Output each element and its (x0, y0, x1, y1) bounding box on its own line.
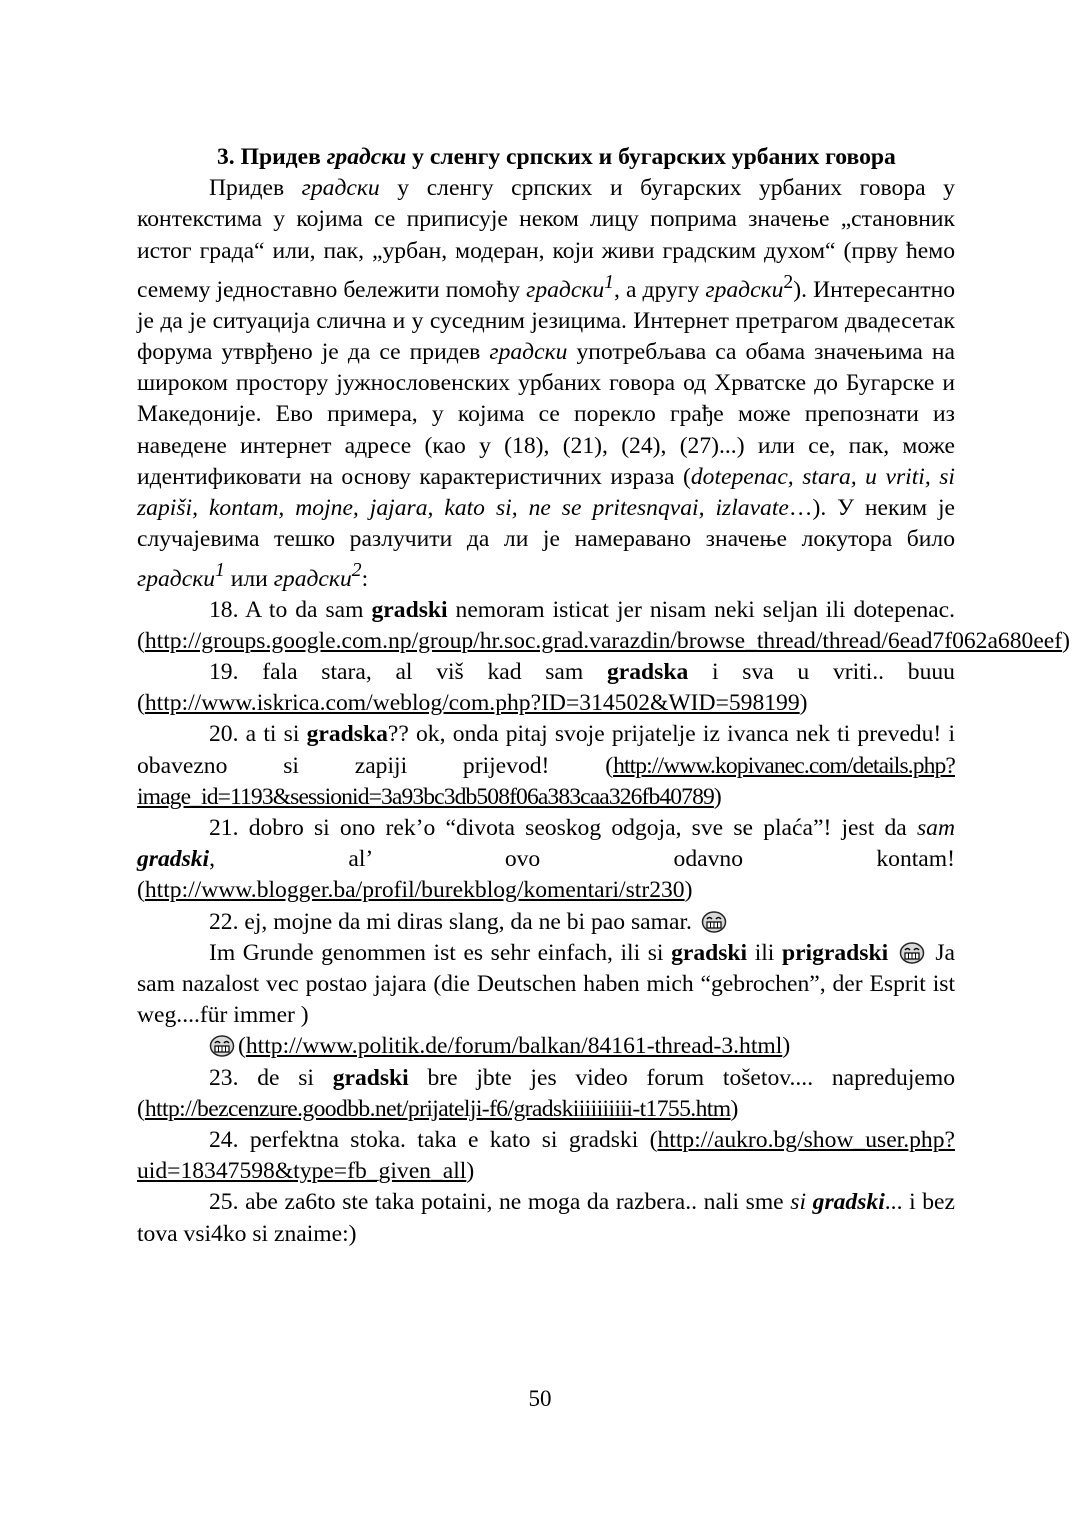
example-link[interactable]: http://www.kopivanec.com/details.php?image_id=1193&sessionid=3a93bc3db508f06a383caa326fb40789 (137, 752, 955, 810)
laughing-smiley-icon (209, 1035, 235, 1057)
example-bold: prigradski (781, 939, 889, 966)
intro-italic: градски (526, 276, 605, 303)
heading-rest: у сленгу српских и бугарских урбаних говора (406, 144, 896, 170)
laughing-smiley-icon (701, 911, 727, 933)
heading-number: 3. Придев (217, 144, 327, 170)
example-text: i sva u vriti.. buuu ( (137, 658, 955, 717)
example-text: nemoram isticat jer nisam neki seljan ili dotepenac. ( (137, 596, 955, 654)
example-link[interactable]: http://www.politik.de/forum/balkan/84161-thread-3.html (245, 1033, 783, 1060)
example-link[interactable]: http://aukro.bg/show_user.php?uid=18347598&type=fb_given_all (137, 1127, 955, 1185)
example-text: 25. abe za6to ste taka potaini, ne moga da razbera.. nali sme (209, 1189, 791, 1216)
example-20 (137, 719, 955, 813)
example-italic: sam (916, 814, 955, 841)
intro-text: у сленгу српских и бугарских урбаних говора у контекстима у којима се приписује неком лицу поприма значење „становник истог града“ или, пак, „урбан, модеран, који живи градским духом“ (прву ћемо семему једноставно бележити помоћу (137, 175, 955, 303)
intro-italic: градски (705, 276, 784, 303)
example-21 (137, 813, 955, 907)
example-bold: gradski (371, 596, 448, 623)
example-text: 22. ej, mojne da mi diras slang, da ne bi pao samar. (209, 908, 692, 935)
intro-text: ). Интересантно је да је ситуација слична и у суседним језицима. Интернет претрагом двадесетак форума утврђено је да се придев (137, 276, 955, 366)
intro-italic: градски (273, 565, 352, 592)
example-text: ) (1062, 627, 1070, 654)
example-text: ) (730, 1095, 739, 1122)
example-text: Im Grunde genommen ist es sehr einfach, ili si (209, 939, 672, 966)
intro-text: : (361, 565, 369, 592)
example-text: ili (747, 939, 782, 966)
example-link[interactable]: http://www.blogger.ba/profil/burekblog/komentari/str230 (144, 877, 685, 904)
example-link[interactable]: http://groups.google.com.np/group/hr.soc.grad.varazdin/browse_thread/thread/6ead7f062a680eef (144, 627, 1063, 654)
example-text: ) (713, 783, 722, 810)
example-22 (137, 907, 955, 938)
example-18 (137, 595, 1070, 657)
page-content (137, 142, 1070, 1250)
example-link[interactable]: http://bezcenzure.goodbb.net/prijatelji-f6/gradskiiiiiiiiii-t1755.htm (144, 1095, 731, 1122)
superscript: 1 (215, 559, 225, 582)
example-text: bre jbte jes video forum tošetov.... napredujemo ( (137, 1064, 955, 1122)
intro-italic: dotepenac, stara, u vriti, si zapiši, kontam, mojne, jajara, kato si, ne se pritesnqvai, izlavate (137, 463, 955, 522)
example-text: Ja sam nazalost vec postao jajara (die Deutschen haben mich “gebrochen”, der Esprit ist weg....für immer ) (137, 939, 955, 1029)
intro-text: …). У неким је случајевима тешко разлучити да ли је намеравано значење локутора било (137, 495, 955, 553)
page-number: 50 (528, 1386, 552, 1411)
example-25 (137, 1187, 955, 1249)
example-22-source (137, 1031, 955, 1062)
example-text: ... i bez tova vsi4ko si znaime:) (137, 1189, 956, 1247)
intro-italic: градски (137, 565, 216, 592)
section-heading (137, 142, 955, 173)
example-19 (137, 657, 955, 719)
example-bold: gradski (332, 1064, 409, 1091)
intro-italic: градски (489, 339, 568, 366)
example-text: 24. perfektna stoka. taka e kato si gradski ( (209, 1127, 658, 1154)
example-text: ?? ok, onda pitaj svoje prijatelje iz ivanca nek ti prevedu! i obavezno si zapiji prijevod! ( (137, 721, 956, 779)
heading-italic: градски (326, 144, 407, 170)
example-text: ) (782, 1033, 791, 1060)
example-bold: gradski (671, 939, 748, 966)
example-22-continued (137, 938, 955, 1032)
intro-text: употребљава са обама значењима на широком простору јужнословенских урбаних говора од Хрватске до Бугарске и Македоније. Ево примера, у којима се порекло грађе може препознати из наведене интернет адресе (као у (18), (21), (24), (27)...) или се, пак, може идентификовати на основу карактеристичних израза ( (137, 339, 955, 490)
example-text: 21. dobro si ono rek’o “divota seoskog odgoja, sve se plaća”! jest da (209, 814, 917, 841)
intro-italic: градски (301, 175, 380, 202)
example-text: , al’ ovo odavno kontam! ( (137, 846, 955, 904)
example-23 (137, 1063, 955, 1125)
intro-text: Придев (209, 175, 302, 202)
example-text: 23. de si (209, 1064, 333, 1091)
laughing-smiley-icon (899, 942, 925, 964)
example-text: 18. A to da sam (209, 596, 372, 623)
example-italic: si (790, 1189, 813, 1216)
example-text: ) (466, 1158, 475, 1185)
intro-paragraph (137, 173, 955, 594)
intro-text: , а другу (613, 276, 706, 303)
example-text: 20. a ti si (209, 721, 307, 748)
example-bold: gradska (306, 721, 388, 748)
example-link[interactable]: http://www.iskrica.com/weblog/com.php?ID=314502&WID=598199 (144, 690, 800, 717)
example-24 (137, 1125, 955, 1187)
example-bold: gradska (606, 658, 689, 685)
example-bold-italic: gradski (137, 846, 210, 873)
example-text: ( (238, 1033, 246, 1060)
superscript: 2 (351, 559, 362, 582)
superscript: 1 (604, 270, 614, 293)
example-bold-italic: gradski (812, 1189, 885, 1216)
intro-text: или (224, 565, 274, 592)
example-text: ) (684, 877, 693, 904)
superscript: 2 (783, 270, 794, 293)
example-text: 19. fala stara, al viš kad sam (209, 658, 607, 685)
example-text: ) (799, 690, 808, 717)
